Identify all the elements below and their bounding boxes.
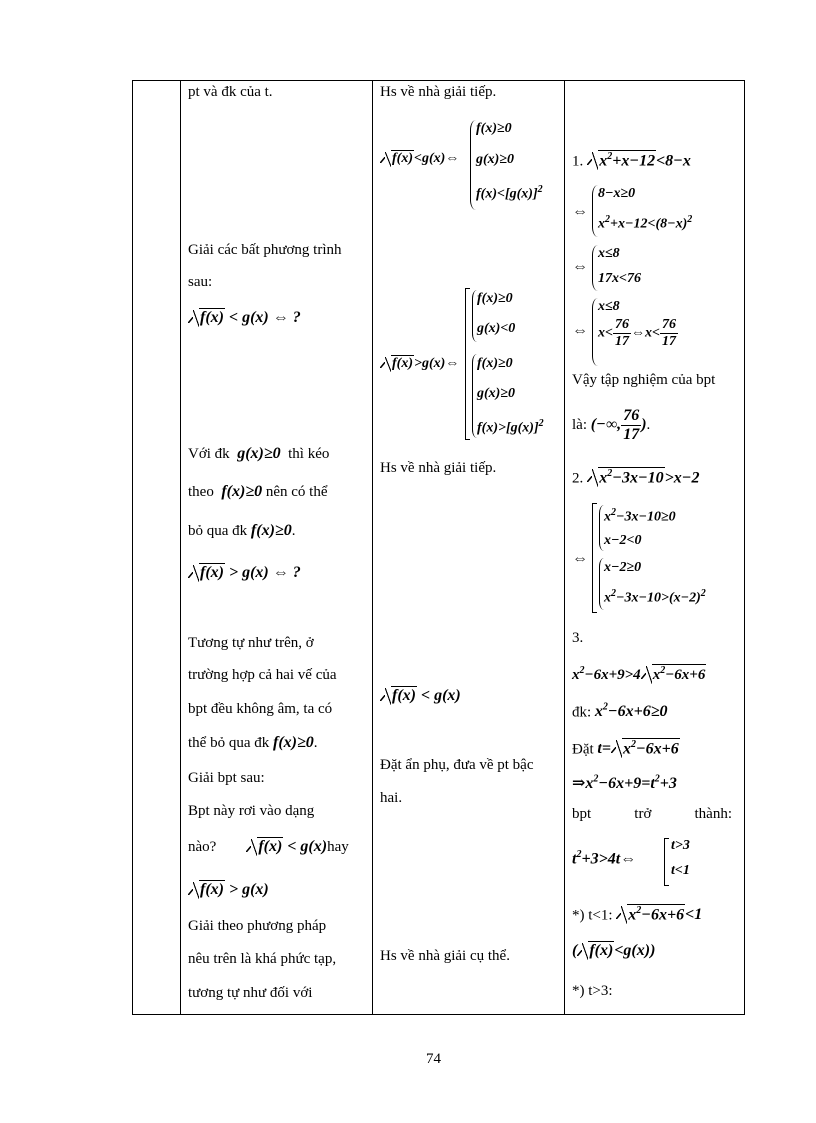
col2-line-pt-dk: pt và đk của t.	[188, 84, 273, 100]
col3-form-less: f(x) < g(x)	[380, 686, 461, 705]
col2-implies: theo f(x)≥0 nên có thể	[188, 483, 328, 500]
col4-p2-c: x−2≥0	[604, 560, 642, 575]
col4-bracket-p2	[592, 503, 597, 613]
col3-homework-1: Hs về nhà giải tiếp.	[380, 84, 497, 100]
col3-homework-2: Hs về nhà giải tiếp.	[380, 460, 497, 476]
col4-case-form: ( f(x)<g(x))	[572, 942, 656, 959]
col4-p3-condition: đk: $x^2-6x+6\ge 0$	[572, 702, 668, 721]
col3-sys2-d: g(x)≥0	[477, 386, 516, 401]
col4-p2-b: x−2<0	[604, 533, 642, 548]
col3-sys2-a: f(x)≥0	[477, 291, 513, 306]
col3-sys2-c: f(x)≥0	[477, 356, 513, 371]
col4-p1-sys1-a: 8−x≥0	[598, 186, 636, 201]
col4-case-t-greater-3: *) t>3:	[572, 983, 613, 999]
col3-substitution-2: hai.	[380, 790, 403, 806]
col2-form-greater: f(x) > g(x)	[188, 880, 269, 899]
col2-method-2: nêu trên là khá phức tạp,	[188, 951, 337, 967]
col3-homework-3: Hs về nhà giải cụ thể.	[380, 948, 510, 964]
col2-skip-condition: bỏ qua đk f(x)≥0.	[188, 522, 296, 539]
col4-problem-2: 2. $x^2-3x-10>x-2$	[572, 468, 700, 487]
col3-sys1-a: f(x)≥0	[476, 121, 512, 136]
table-col-border-3	[372, 80, 373, 1015]
table-bottom-border	[132, 1014, 745, 1015]
col4-p1-sys3-b: x< $\frac{76}{17}$ ⇔x< $\frac{76}{17}$	[598, 317, 676, 349]
col3-sys1-c: $f(x)<[g(x)]^2$	[476, 184, 543, 202]
col3-system-greater: f(x)>g(x)⇔	[380, 355, 459, 372]
col2-similar-1: Tương tự như trên, ở	[188, 635, 314, 651]
col2-nao: nào? f(x) < g(x)hay	[188, 838, 349, 855]
table-col-border-4	[564, 80, 565, 1015]
col2-similar-4: thể bỏ qua đk f(x)≥0.	[188, 734, 318, 751]
col4-p1-sys2-a: x≤8	[598, 246, 620, 261]
page-number: 74	[426, 1051, 441, 1067]
col2-method-1: Giải theo phương pháp	[188, 918, 327, 934]
col4-bracket-p3	[664, 838, 669, 886]
col3-substitution-1: Đặt ẩn phụ, đưa về pt bậc	[380, 757, 534, 773]
col4-p2-a: $x^2-3x-10\ge 0$	[604, 507, 676, 525]
table-col-border-5	[744, 80, 745, 1015]
col4-p3-inequality: $x^2-6x+9>4$ $x^2-6x+6$	[572, 665, 706, 683]
col4-solution-set-2: là: (−∞, $\frac{76}{17}$ ).	[572, 407, 651, 443]
table-col-border-1	[132, 80, 133, 1015]
col3-sys2-b: g(x)<0	[477, 321, 516, 336]
col3-system-less: f(x)<g(x)⇔	[380, 150, 459, 167]
col4-p3-t-less: t<1	[671, 863, 690, 878]
col4-solution-set-1: Vậy tập nghiệm của bpt	[572, 372, 716, 388]
col2-with-condition: Với đk g(x)≥0 thì kéo	[188, 445, 330, 462]
col4-p2-d: $x^2-3x-10>(x-2)^2$	[604, 588, 706, 606]
col4-p3-quadratic: $t^2+3>4t\Leftrightarrow$	[572, 849, 637, 868]
col3-sys2-e: $f(x)>[g(x)]^2$	[477, 418, 544, 436]
col2-solve-bpt: Giải bpt sau:	[188, 770, 265, 786]
col3-sys1-b: g(x)≥0	[476, 152, 515, 167]
table-col-border-2	[180, 80, 181, 1015]
col2-method-3: tương tự như đối với	[188, 985, 313, 1001]
col3-bracket-2	[465, 288, 470, 440]
col2-line-giai-bpt: Giải các bất phương trình	[188, 242, 342, 258]
col4-p1-sys3-a: x≤8	[598, 299, 620, 314]
col2-question-greater: f(x) > g(x) ⇔ ?	[188, 563, 301, 582]
col4-p1-sys2-b: 17x<76	[598, 271, 641, 286]
table-top-border	[132, 80, 745, 81]
col4-case-t-less-1: *) t<1: $x^2-6x+6<1$	[572, 905, 703, 924]
col4-p1-equiv3: ⇔	[572, 322, 588, 339]
col4-problem-3: 3.	[572, 630, 584, 646]
col4-p3-implies: $\Rightarrow x^2-6x+9=t^2+3$	[572, 773, 677, 792]
col2-line-sau: sau:	[188, 274, 213, 290]
col4-p3-becomes: bpt trở thành:	[572, 806, 732, 822]
col4-p1-equiv2: ⇔	[572, 258, 588, 275]
col4-problem-1: 1. $x^2+x-12<8-x$	[572, 151, 691, 170]
col4-p2-equiv: ⇔	[572, 550, 588, 567]
col2-similar-2: trường hợp cả hai vế của	[188, 667, 337, 683]
col4-p3-substitute: Đặt $t= x^2-6x+6$	[572, 739, 679, 758]
col4-p3-t-greater: t>3	[671, 838, 690, 853]
col2-similar-3: bpt đều không âm, ta có	[188, 701, 333, 717]
col4-p1-equiv1: ⇔	[572, 203, 588, 220]
col2-question-less: f(x) < g(x) ⇔ ?	[188, 308, 301, 327]
col4-p1-sys1-b: $x^2+x-12<(8-x)^2$	[598, 214, 693, 232]
col2-which-form: Bpt này rơi vào dạng	[188, 803, 315, 819]
